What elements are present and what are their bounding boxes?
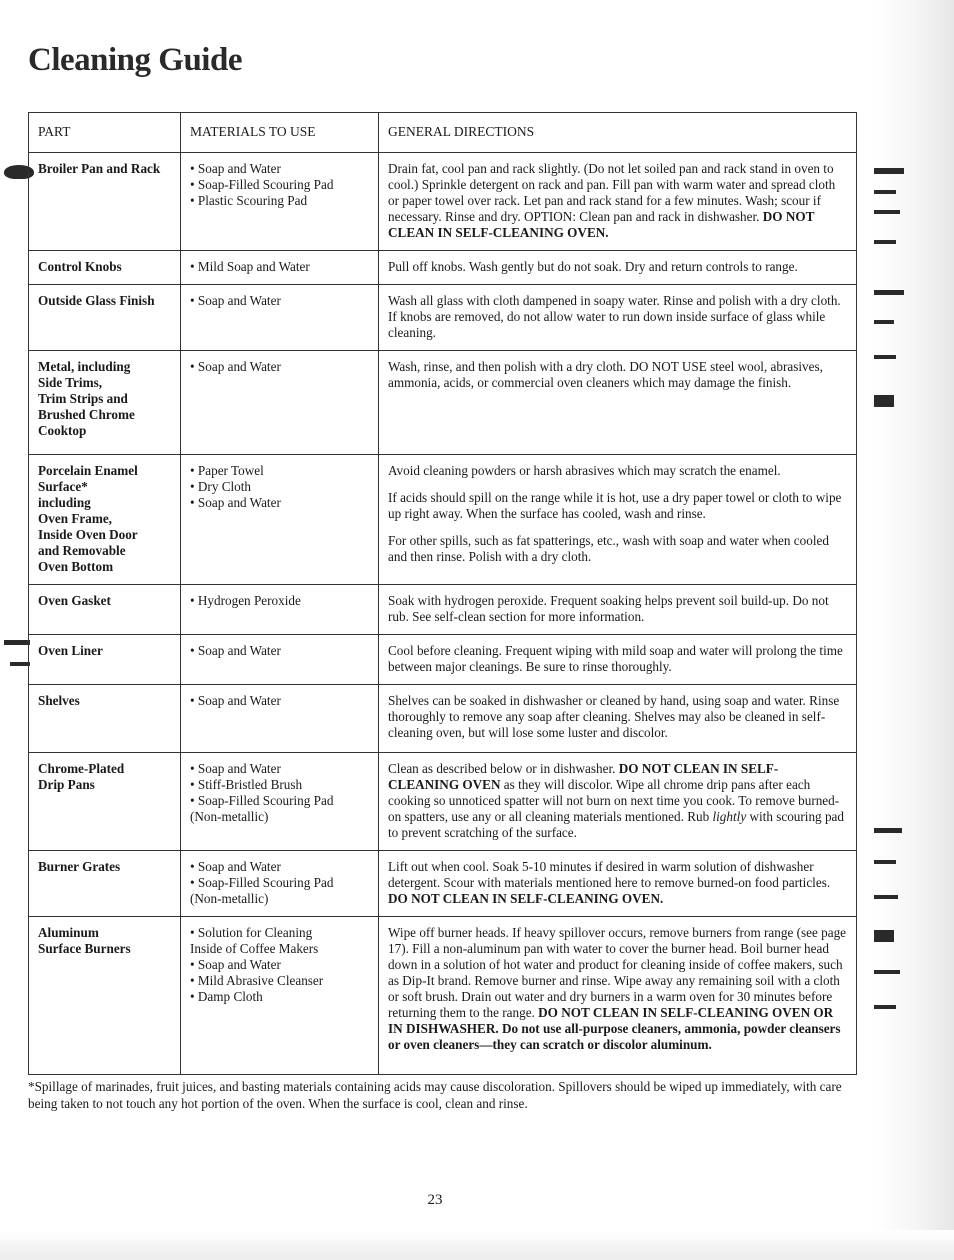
directions-paragraph [388,859,848,907]
part-line: Oven Frame, [38,511,112,526]
material-item: • Soap and Water [190,761,281,776]
part-cell [29,753,181,851]
part-line: Burner Grates [38,859,121,874]
part-cell [29,285,181,351]
part-cell [29,917,181,1075]
part-line: Metal, including [38,359,131,374]
table-row [29,285,857,351]
table-row [29,851,857,917]
material-item: • Stiff-Bristled Brush [190,777,303,792]
header-part: PART [29,113,181,153]
scan-mark [874,320,894,324]
part-line: Brushed Chrome [38,407,135,422]
directions-paragraph [388,761,848,841]
material-item: • Soap and Water [190,161,281,176]
part-cell [29,585,181,635]
part-line: Oven Gasket [38,593,111,608]
scan-mark [874,395,894,407]
header-materials: MATERIALS TO USE [181,113,379,153]
part-cell [29,455,181,585]
material-item: • Mild Abrasive Cleanser [190,973,324,988]
materials-cell [181,153,379,251]
part-cell [29,153,181,251]
part-line: Broiler Pan and Rack [38,161,161,176]
table-row [29,585,857,635]
material-item: • Paper Towel [190,463,264,478]
part-line: Porcelain Enamel [38,463,138,478]
material-item: (Non-metallic) [190,809,269,824]
material-item: • Soap and Water [190,643,281,658]
directions-cell [379,251,857,285]
materials-cell [181,585,379,635]
directions-paragraph [388,693,848,741]
part-line: Outside Glass Finish [38,293,155,308]
directions-cell [379,917,857,1075]
materials-cell [181,685,379,753]
directions-cell [379,585,857,635]
directions-paragraph [388,293,848,341]
part-cell [29,635,181,685]
directions-text: Cool before cleaning. Frequent wiping with mild soap and water will prolong the time between major cleanings. Be sure to rinse thoroughly. [388,643,843,674]
directions-paragraph [388,359,848,391]
material-item: • Damp Cloth [190,989,263,1004]
part-line: Aluminum [38,925,99,940]
directions-cell [379,851,857,917]
directions-text: as they will discolor. Wipe all chrome drip pans after each cooking so unnoticed spatter will not burn on next time you cook. To remove burned-on spatters, use any or all cleaning materials mentioned. Rub [388,777,840,824]
directions-text: If acids should spill on the range while it is hot, use a dry paper towel or cloth to wipe up right away. When the surface has cooled, wash and rinse. [388,490,842,521]
material-item: (Non-metallic) [190,891,269,906]
table-row [29,685,857,753]
scan-bottom-edge [0,1230,954,1260]
directions-cell [379,753,857,851]
warning-text: DO NOT CLEAN IN SELF-CLEANING OVEN. [388,891,664,906]
table-row [29,351,857,455]
directions-cell [379,455,857,585]
cleaning-guide-table [28,112,857,1075]
scan-mark [874,970,900,974]
material-item: • Soap and Water [190,359,281,374]
material-item: • Soap and Water [190,957,281,972]
directions-text: Clean as described below or in dishwasher. [388,761,619,776]
materials-cell [181,917,379,1075]
part-line: Oven Liner [38,643,103,658]
materials-cell [181,455,379,585]
part-line: Inside Oven Door [38,527,138,542]
directions-cell [379,351,857,455]
part-line: Surface Burners [38,941,131,956]
directions-cell [379,285,857,351]
materials-cell [181,635,379,685]
material-item: • Soap and Water [190,859,281,874]
part-line: Oven Bottom [38,559,114,574]
scan-mark [874,828,902,833]
table-row [29,251,857,285]
directions-text: Wipe off burner heads. If heavy spillover occurs, remove burners from range (see page 17). Fill a non-aluminum pan with water to cover the burner head. Boil burner head down in a solution of hot water and product for cleaning inside of coffee makers, such as Dip-It brand. Remove burner and rinse. Wipe away any remaining soil with a cloth or soft brush. Drain out water and dry burners in a warm oven for 30 minutes before returning them to the range. [388,925,847,1020]
directions-cell [379,153,857,251]
emphasis-text: lightly [712,809,747,824]
table-row [29,917,857,1075]
scan-mark [874,860,896,864]
directions-text: Avoid cleaning powders or harsh abrasives which may scratch the enamel. [388,463,781,478]
directions-paragraph [388,593,848,625]
part-line: and Removable [38,543,126,558]
scan-mark [874,190,896,194]
scan-edge [874,0,954,1260]
part-cell [29,851,181,917]
scan-mark [874,1005,896,1009]
part-line: Trim Strips and [38,391,128,406]
directions-cell [379,685,857,753]
scan-mark [874,355,896,359]
page-title: Cleaning Guide [28,42,242,78]
scan-mark [874,290,904,295]
material-item: • Hydrogen Peroxide [190,593,301,608]
directions-paragraph [388,490,848,522]
materials-cell [181,851,379,917]
material-item: Inside of Coffee Makers [190,941,319,956]
part-cell [29,685,181,753]
directions-text: Wash, rinse, and then polish with a dry cloth. DO NOT USE steel wool, abrasives, ammonia, acids, or commercial oven cleaners which may damage the finish. [388,359,823,390]
part-line: Drip Pans [38,777,95,792]
footnote: *Spillage of marinades, fruit juices, and basting materials containing acids may cause discoloration. Spillovers should be wiped up immediately, with care being taken to not touch any hot portion of the oven. When the surface is cool, clean and rinse. [28,1079,842,1111]
scan-mark [874,168,904,174]
materials-cell [181,753,379,851]
part-cell [29,251,181,285]
table-header-row [29,113,857,153]
table-row [29,635,857,685]
materials-cell [181,285,379,351]
material-item: • Soap and Water [190,293,281,308]
table-row [29,455,857,585]
material-item: • Soap and Water [190,495,281,510]
directions-paragraph [388,643,848,675]
scan-mark [874,895,898,899]
materials-cell [181,351,379,455]
material-item: • Plastic Scouring Pad [190,193,308,208]
directions-text: Lift out when cool. Soak 5-10 minutes if desired in warm solution of dishwasher detergent. Scour with materials mentioned here to remove burned-on food particles. [388,859,831,890]
scan-mark [874,210,900,214]
scan-mark [10,662,30,666]
table-row [29,153,857,251]
directions-paragraph [388,161,848,241]
directions-text: Drain fat, cool pan and rack slightly. (Do not let soiled pan and rack stand in oven to cool.) Sprinkle detergent on rack and pan. Fill pan with warm water and spread cloth or paper towel over rack. Let pan and rack stand for a few minutes. Wash; scour if necessary. Rinse and dry. OPTION: Clean pan and rack in dishwasher. [388,161,836,224]
directions-text: Shelves can be soaked in dishwasher or cleaned by hand, using soap and water. Rinse thoroughly to remove any soap after cleaning. Shelves may also be cleaned in self-cleaning oven, but will lose some luster and discolor. [388,693,840,740]
part-line: Surface* [38,479,88,494]
part-line: Control Knobs [38,259,122,274]
directions-paragraph [388,463,848,479]
directions-paragraph [388,259,848,275]
directions-text: Soak with hydrogen peroxide. Frequent soaking helps prevent soil build-up. Do not rub. See self-clean section for more information. [388,593,829,624]
directions-text: For other spills, such as fat spatterings, etc., wash with soap and water when cooled and then rinse. Polish with a dry cloth. [388,533,829,564]
part-line: Chrome-Plated [38,761,125,776]
warning-text: DO NOT CLEAN IN SELF-CLEANING OVEN. [388,209,815,240]
part-line: Side Trims, [38,375,102,390]
page-number: 23 [427,1192,443,1208]
table-row [29,753,857,851]
scan-mark [874,930,894,942]
directions-paragraph [388,533,848,565]
material-item: • Soap-Filled Scouring Pad [190,875,334,890]
directions-text: with scouring pad to prevent scratching of the surface. [388,809,844,840]
scan-mark [4,640,30,645]
material-item: • Mild Soap and Water [190,259,310,274]
header-directions: GENERAL DIRECTIONS [379,113,857,153]
directions-paragraph [388,925,848,1053]
materials-cell [181,251,379,285]
material-item: • Solution for Cleaning [190,925,313,940]
material-item: • Soap-Filled Scouring Pad [190,177,334,192]
part-line: including [38,495,91,510]
material-item: • Soap and Water [190,693,281,708]
scan-mark [874,240,896,244]
warning-text: DO NOT CLEAN IN SELF-CLEANING OVEN OR IN DISHWASHER. Do not use all-purpose cleaners, ammonia, powder cleansers or oven cleaners—they can scratch or discolor aluminum. [388,1005,841,1052]
table-body [29,153,857,1075]
directions-cell [379,635,857,685]
material-item: • Dry Cloth [190,479,252,494]
warning-text: DO NOT CLEAN IN SELF-CLEANING OVEN [388,761,779,792]
part-line: Shelves [38,693,80,708]
part-cell [29,351,181,455]
part-line: Cooktop [38,423,87,438]
directions-text: Wash all glass with cloth dampened in soapy water. Rinse and polish with a dry cloth. If knobs are removed, do not allow water to run down inside surface of glass while cleaning. [388,293,841,340]
material-item: • Soap-Filled Scouring Pad [190,793,334,808]
directions-text: Pull off knobs. Wash gently but do not soak. Dry and return controls to range. [388,259,798,274]
